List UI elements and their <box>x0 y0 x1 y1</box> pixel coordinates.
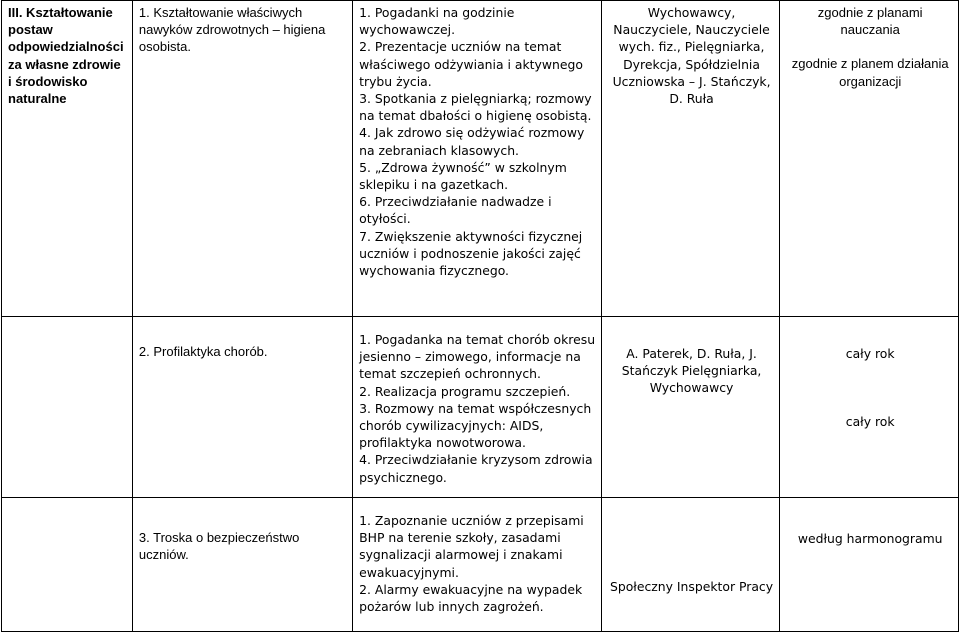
activity-item: 4. Przeciwdziałanie kryzysom zdrowia psychicznego. <box>359 452 593 485</box>
activities-cell <box>353 317 602 498</box>
section-title: III. Kształtowanie postaw odpowiedzialności za własne zdrowie i środowisko naturalne <box>8 5 124 107</box>
activity-item: 1. Zapoznanie uczniów z przepisami BHP na terenie szkoły, zasadami sygnalizacji alarmowej i znakami ewakuacyjnymi. <box>359 513 584 580</box>
area-cell <box>132 1 352 317</box>
term-text: zgodnie z planem działania organizacji <box>791 56 949 89</box>
term-text: zgodnie z planami nauczania <box>817 5 923 38</box>
activity-item: 3. Spotkania z pielęgniarką; rozmowy na temat dbałości o higienę osobistą. <box>359 91 592 124</box>
responsible-text: Społeczny Inspektor Pracy <box>610 579 774 594</box>
term-cell <box>780 498 959 632</box>
area-label: 3. Troska o bezpieczeństwo uczniów. <box>138 530 300 563</box>
activity-item: 7. Zwiększenie aktywności fizycznej uczniów i podnoszenie jakości zajęć wychowania fizycznego. <box>359 228 583 279</box>
table-row <box>2 317 959 498</box>
activities-cell <box>353 498 602 632</box>
responsible-text: A. Paterek, D. Ruła, J. Stańczyk Pielęgniarka, Wychowawcy <box>621 346 762 396</box>
activity-item: 4. Jak zdrowo się odżywiać rozmowy na zebraniach klasowych. <box>359 125 585 158</box>
activity-item: 2. Alarmy ewakuacyjne na wypadek pożarów lub innych zagrożeń. <box>359 581 583 615</box>
activity-item: 6. Przeciwdziałanie nadwadze i otyłości. <box>359 194 552 227</box>
term-text: cały rok <box>845 346 895 361</box>
area-label: 2. Profilaktyka chorób. <box>138 344 268 359</box>
activity-item: 1. Pogadanki na godzinie wychowawczej. <box>359 5 515 38</box>
table-row <box>2 498 959 632</box>
empty-cell <box>2 498 133 632</box>
responsible-text: Wychowawcy, Nauczyciele, Nauczyciele wych. fiz., Pielęgniarka, Dyrekcja, Spółdzielnia Uczniowska – J. Stańczyk, D. Ruła <box>612 5 771 107</box>
term-cell <box>780 317 959 498</box>
table-row <box>2 1 959 317</box>
term-cell <box>780 1 959 317</box>
activity-item: 2. Realizacja programu szczepień. <box>359 383 571 399</box>
area-label: 1. Kształtowanie właściwych nawyków zdrowotnych – higiena osobista. <box>138 5 326 55</box>
activity-item: 2. Prezentacje uczniów na temat właściwego odżywiania i aktywnego trybu życia. <box>359 39 583 89</box>
term-text: cały rok <box>845 414 895 430</box>
education-plan-table <box>1 0 959 632</box>
activity-item: 5. „Zdrowa żywność” w szkolnym sklepiku i na gazetkach. <box>359 159 567 193</box>
empty-cell <box>2 317 133 498</box>
activity-item: 3. Rozmowy na temat współczesnych chorób cywilizacyjnych: AIDS, profilaktyka nowotworowa. <box>359 400 592 451</box>
activities-cell <box>353 1 602 317</box>
activity-item: 1. Pogadanka na temat chorób okresu jesienno – zimowego, informacje na temat szczepień ochronnych. <box>359 332 596 382</box>
area-cell <box>132 317 352 498</box>
area-cell <box>132 498 352 632</box>
term-text: według harmonogramu <box>797 531 943 546</box>
responsible-cell <box>601 1 780 317</box>
responsible-cell <box>601 498 780 632</box>
responsible-cell <box>601 317 780 498</box>
section-title-cell <box>2 1 133 317</box>
